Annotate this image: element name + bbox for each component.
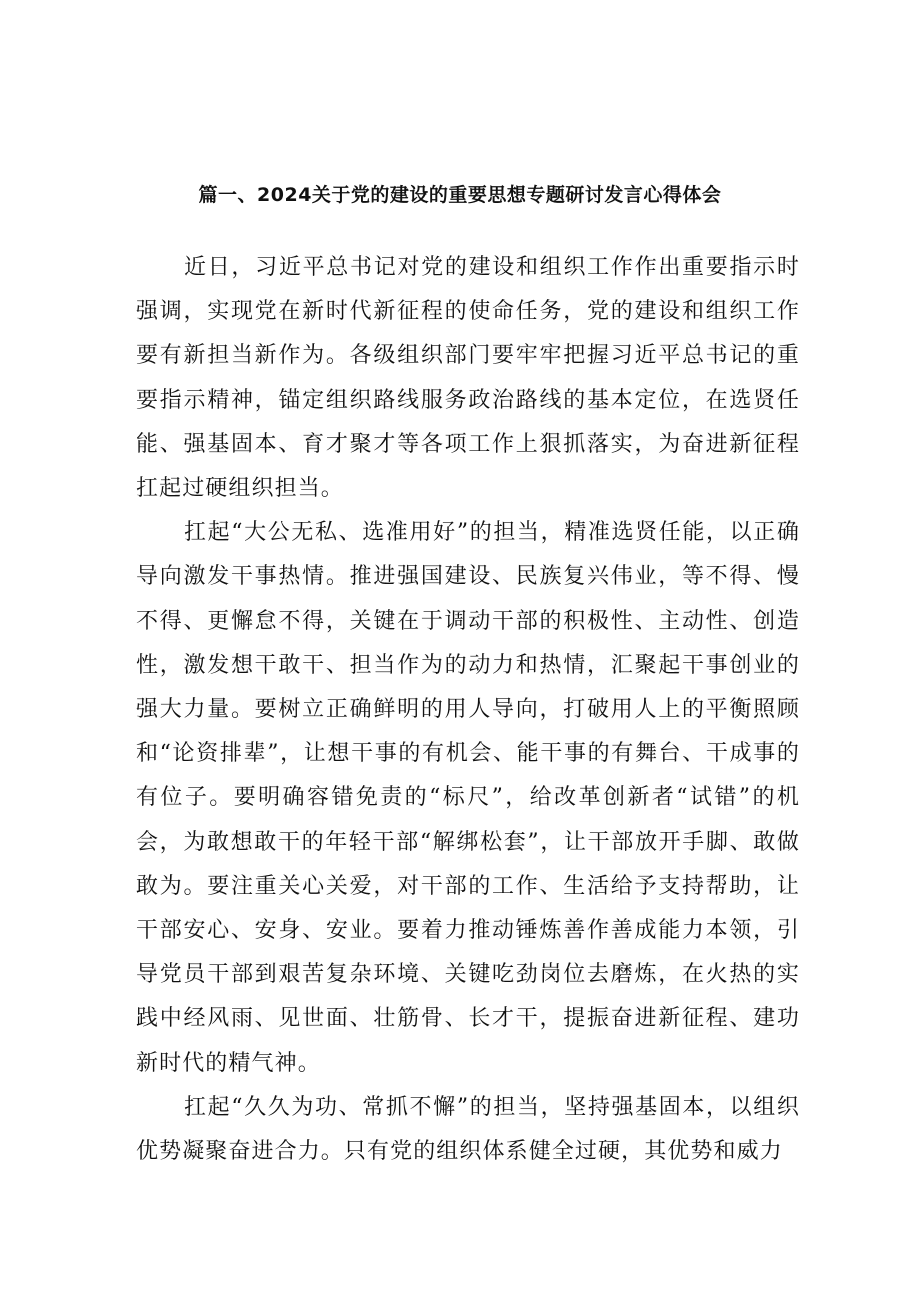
document-body — [136, 246, 800, 1174]
paragraph-2: 扛起“大公无私、选准用好”的担当，精准选贤任能，以正确导向激发干事热情。推进强国建设、民族复兴伟业，等不得、慢不得、更懈怠不得，关键在于调动干部的积极性、主动性、创造性，激发想干敢干、担当作为的动力和热情，汇聚起干事创业的强大力量。要树立正确鲜明的用人导向，打破用人上的平衡照顾和“论资排辈”，让想干事的有机会、能干事的有舞台、干成事的有位子。要明确容错免责的“标尺”，给改革创新者“试错”的机会，为敢想敢干的年轻干部“解绑松套”，让干部放开手脚、敢做敢为。要注重关心关爱，对干部的工作、生活给予支持帮助，让干部安心、安身、安业。要着力推动锤炼善作善成能力本领，引导党员干部到艰苦复杂环境、关键吃劲岗位去磨炼，在火热的实践中经风雨、见世面、壮筋骨、长才干，提振奋进新征程、建功新时代的精气神。 — [136, 520, 800, 1076]
paragraph-1: 近日，习近平总书记对党的建设和组织工作作出重要指示时强调，实现党在新时代新征程的使命任务，党的建设和组织工作要有新担当新作为。各级组织部门要牢牢把握习近平总书记的重要指示精神，锚定组织路线服务政治路线的基本定位，在选贤任能、强基固本、育才聚才等各项工作上狠抓落实，为奋进新征程扛起过硬组织担当。 — [136, 255, 800, 502]
document-title: 篇一、2024关于党的建设的重要思想专题研讨发言心得体会 — [198, 184, 722, 206]
paragraph-3: 扛起“久久为功、常抓不懈”的担当，坚持强基固本，以组织优势凝聚奋进合力。只有党的组织体系健全过硬，其优势和威力 — [136, 1094, 800, 1165]
